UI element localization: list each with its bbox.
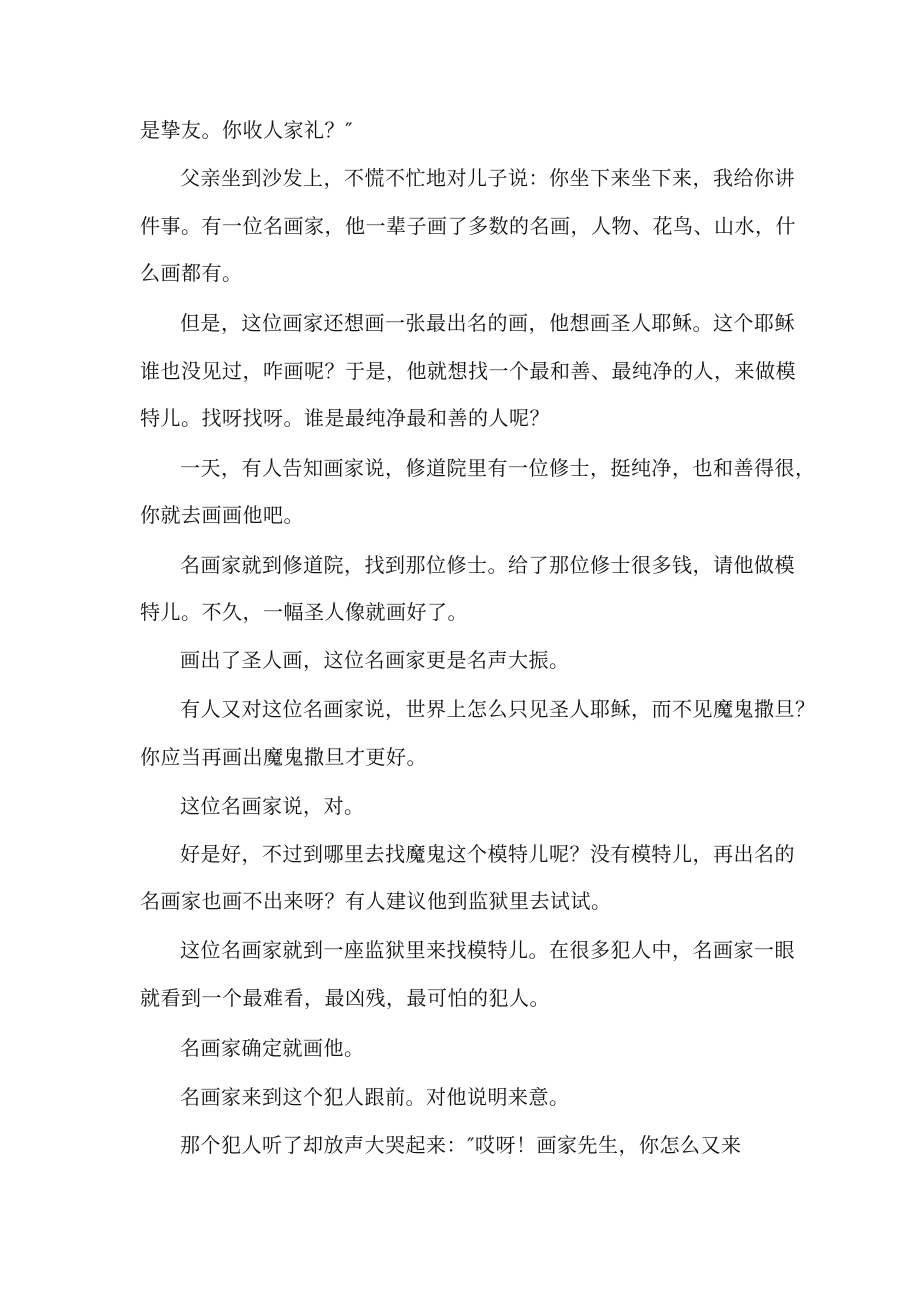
- text-line: 谁也没见过，咋画呢？于是，他就想找一个最和善、最纯净的人，来做模: [140, 359, 796, 383]
- text-line: 名画家就到修道院，找到那位修士。给了那位修士很多钱，请他做模: [180, 553, 795, 577]
- text-line: 名画家也画不出来呀？有人建议他到监狱里去试试。: [140, 889, 612, 913]
- text-line: 特儿。找呀找呀。谁是最纯净最和善的人呢？: [140, 406, 550, 430]
- text-line: 名画家确定就画他。: [180, 1036, 365, 1060]
- text-line: 么画都有。: [140, 261, 243, 285]
- text-line: 父亲坐到沙发上，不慌不忙地对儿子说：你坐下来坐下来，我给你讲: [180, 166, 795, 190]
- text-line: 是挚友。你收人家礼？″: [140, 118, 353, 142]
- text-line: 有人又对这位名画家说，世界上怎么只见圣人耶稣，而不见魔鬼撒旦？: [180, 697, 816, 721]
- text-line: 你应当再画出魔鬼撒旦才更好。: [140, 745, 427, 769]
- text-line: 画出了圣人画，这位名画家更是名声大振。: [180, 648, 570, 672]
- text-line: 名画家来到这个犯人跟前。对他说明来意。: [180, 1085, 570, 1109]
- text-line: 那个犯人听了却放声大哭起来：″哎呀！画家先生，你怎么又来: [180, 1133, 742, 1157]
- text-line: 一天，有人告知画家说，修道院里有一位修士，挺纯净，也和善得很，: [180, 456, 816, 480]
- text-line: 特儿。不久，一幅圣人像就画好了。: [140, 600, 468, 624]
- text-line: 就看到一个最难看，最凶残，最可怕的犯人。: [140, 986, 550, 1010]
- text-line: 你就去画画他吧。: [140, 503, 304, 527]
- text-line: 但是，这位画家还想画一张最出名的画，他想画圣人耶稣。这个耶稣: [180, 311, 795, 335]
- text-line: 这位名画家说，对。: [180, 794, 365, 818]
- text-line: 件事。有一位名画家，他一辈子画了多数的名画，人物、花鸟、山水，什: [140, 214, 796, 238]
- text-line: 这位名画家就到一座监狱里来找模特儿。在很多犯人中，名画家一眼: [180, 938, 795, 962]
- text-line: 好是好，不过到哪里去找魔鬼这个模特儿呢？没有模特儿，再出名的: [180, 842, 795, 866]
